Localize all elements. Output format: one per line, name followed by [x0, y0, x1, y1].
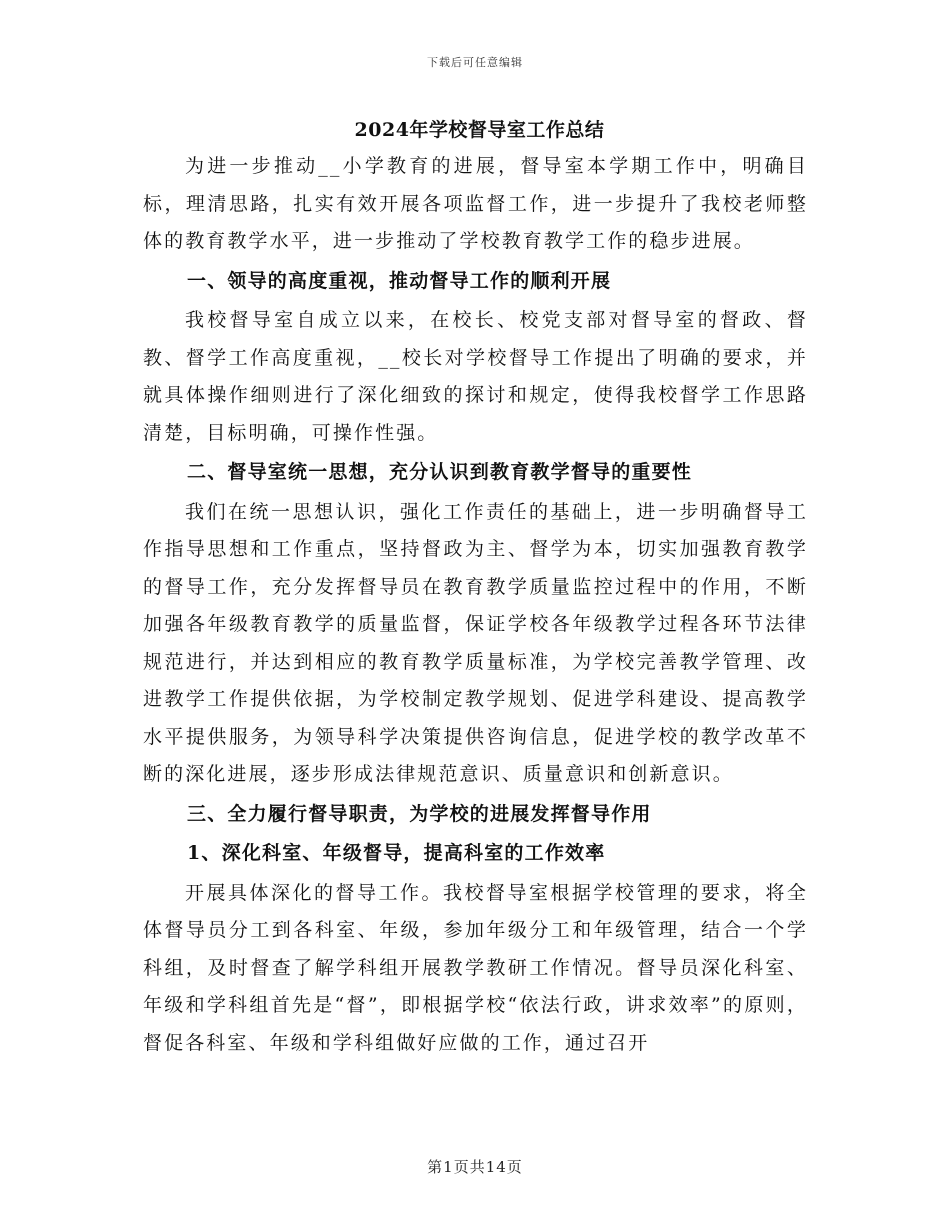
section-paragraph: 开展具体深化的督导工作。我校督导室根据学校管理的要求，将全体督导员分工到各科室、年级，参加年级分工和年级管理，结合一个学科组，及时督查了解学科组开展教学教研工作情况。督导员深化科室、年级和学科组首先是“督”，即根据学校“依法行政，讲求效率”的原则，督促各科室、年级和学科组做好应做的工作，通过召开: [143, 881, 808, 1054]
subsection-heading: 1、深化科室、年级督导，提高科室的工作效率: [187, 842, 606, 864]
section-paragraph: 我校督导室自成立以来，在校长、校党支部对督导室的督政、督教、督学工作高度重视，__校长对学校督导工作提出了明确的要求，并就具体操作细则进行了深化细致的探讨和规定，使得我校督学工作思路清楚，目标明确，可操作性强。: [143, 309, 808, 444]
section-paragraph: 我们在统一思想认识，强化工作责任的基础上，进一步明确督导工作指导思想和工作重点，坚持督政为主、督学为本，切实加强教育教学的督导工作，充分发挥督导员在教育教学质量监控过程中的作用，不断加强各年级教育教学的质量监督，保证学校各年级教学过程各环节法律规范进行，并达到相应的教育教学质量标准，为学校完善教学管理、改进教学工作提供依据，为学校制定教学规划、促进学科建设、提高教学水平提供服务，为领导科学决策提供咨询信息，促进学校的教学改革不断的深化进展，逐步形成法律规范意识、质量意识和创新意识。: [143, 500, 808, 785]
section-heading: 二、督导室统一思想，充分认识到教育教学督导的重要性: [187, 461, 693, 483]
document-title: 2024年学校督导室工作总结: [354, 119, 605, 141]
section-heading: 三、全力履行督导职责，为学校的进展发挥督导作用: [187, 802, 652, 825]
section-heading: 一、领导的高度重视，推动督导工作的顺利开展: [187, 269, 612, 292]
document-body: [143, 114, 808, 1062]
page-footer: 第1页共14页: [427, 1158, 523, 1176]
intro-paragraph: 为进一步推动__小学教育的进展，督导室本学期工作中，明确目标，理清思路，扎实有效开展各项监督工作，进一步提升了我校老师整体的教育教学水平，进一步推动了学校教育教学工作的稳步进展。: [143, 155, 808, 252]
header-note: 下载后可任意编辑: [427, 56, 523, 69]
